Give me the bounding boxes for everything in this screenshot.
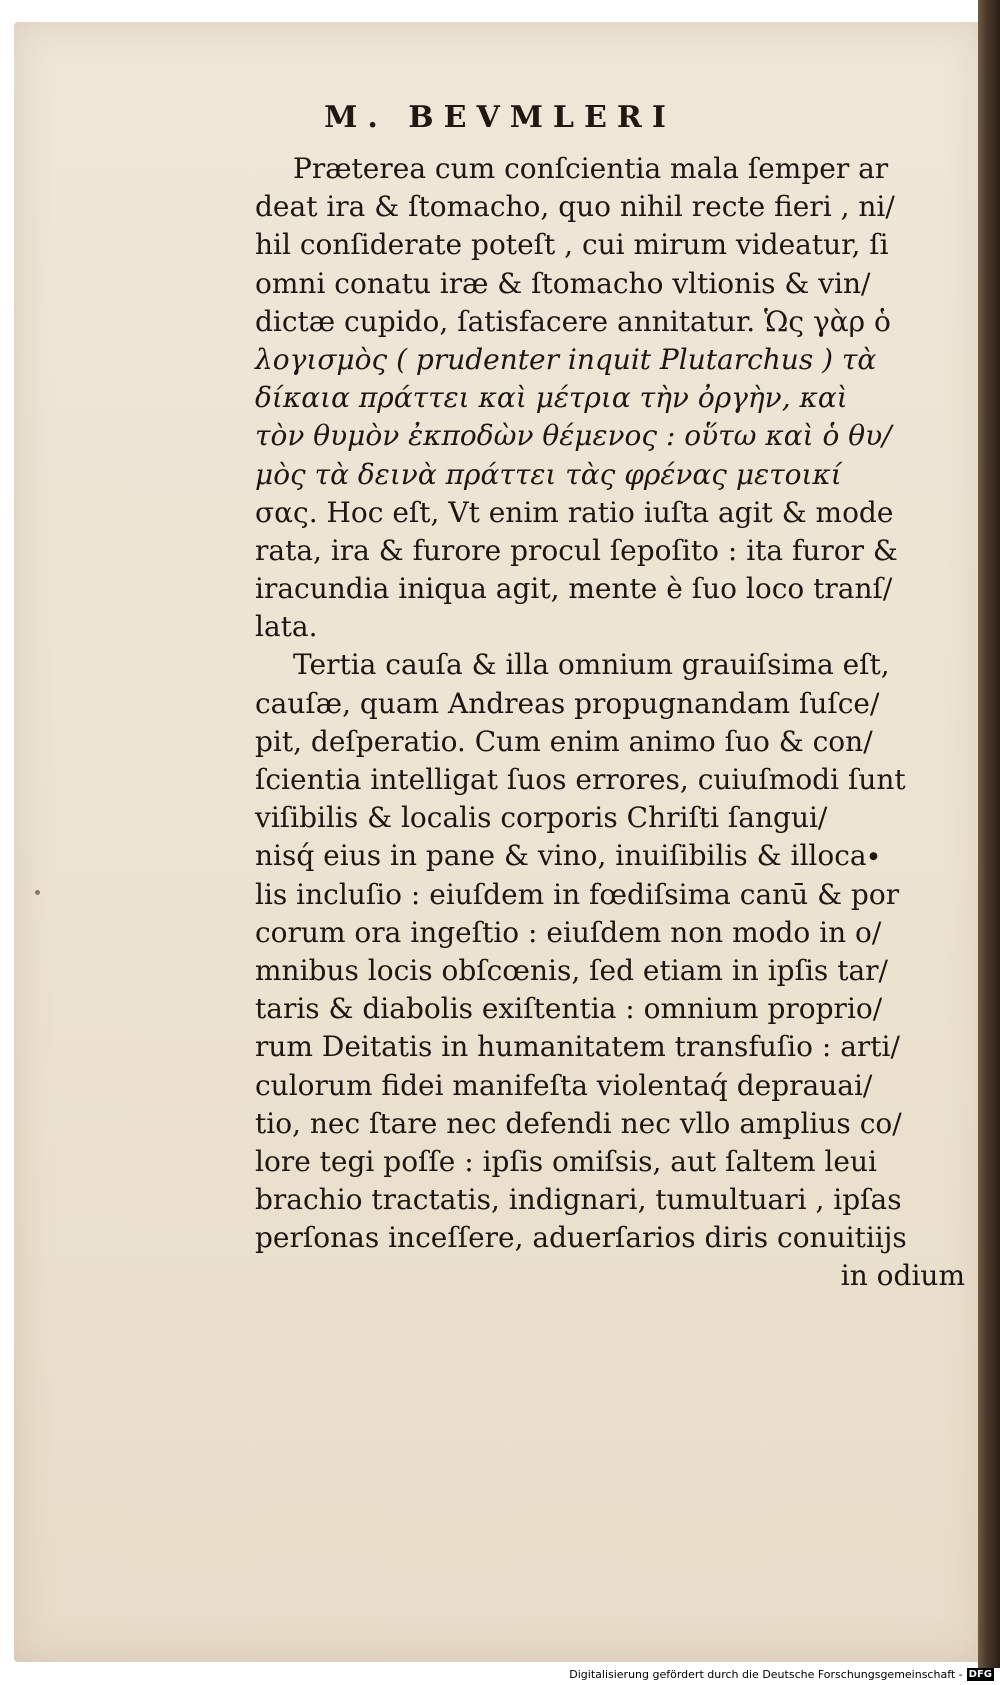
text-line-greek: δίκαια πράττει καὶ μέτρια τὴν ὀργὴν, καὶ	[255, 381, 848, 415]
text-line-greek: τὸν θυμὸν ἐκποδὼν θέμενος : οὕτω καὶ ὁ θυ∕	[255, 419, 892, 453]
text-line: hil conſiderate poteſt , cui mirum videatur, ſi	[255, 228, 889, 262]
text-line: rum Deitatis in humanitatem transfuſio : arti∕	[255, 1030, 900, 1064]
text-line-greek: μὸς τὰ δεινὰ πράττει τὰς φρένας μετοικί	[255, 457, 842, 491]
text-line: ſcientia intelligat ſuos errores, cuiuſmodi ſunt	[255, 763, 906, 796]
text-line: mnibus locis obſcœnis, ſed etiam in ipſis tar∕	[255, 953, 888, 987]
text-line: tio, nec ſtare nec defendi nec vllo amplius co∕	[255, 1106, 902, 1140]
page-body-text	[255, 150, 965, 1296]
text-line: Tertia cauſa & illa omnium grauiſsima eſt,	[293, 648, 890, 682]
catchword: in odium	[840, 1259, 965, 1293]
text-line: corum ora ingeſtio : eiuſdem non modo in o∕	[255, 915, 882, 949]
text-line: taris & diabolis exiſtentia : omnium proprio∕	[255, 992, 883, 1026]
text-line: nisq́ eius in pane & vino, inuiſibilis & illoca∙	[255, 839, 881, 873]
text-line: rata, ira & furore procul ſepoſito : ita furor &	[255, 533, 898, 567]
text-line: lore tegi poſſe : ipſis omiſsis, aut ſaltem leui	[255, 1144, 877, 1178]
text-line: culorum fidei manifeſta violentaq́ deprauai∕	[255, 1068, 873, 1102]
text-line: lis incluſio : eiuſdem in fœdiſsima canū & por	[255, 877, 900, 911]
dfg-logo: DFG	[968, 1668, 992, 1680]
text-line: omni conatu iræ & ſtomacho vltionis & vin∕	[255, 266, 871, 300]
text-line: dictæ cupido, ſatisfacere annitatur. Ὡς γὰρ ὁ	[255, 304, 891, 338]
digitization-credit	[569, 1667, 994, 1681]
text-line: cauſæ, quam Andreas propugnandam ſuſce∕	[255, 686, 880, 720]
book-binding-edge	[978, 0, 1000, 1668]
text-line: iracundia iniqua agit, mente è ſuo loco tranſ∕	[255, 572, 893, 606]
scan-left-margin	[0, 0, 14, 1668]
margin-speck	[35, 890, 40, 895]
text-line: Præterea cum conſcientia mala ſemper ar	[293, 152, 889, 185]
credit-text: Digitalisierung gefördert durch die Deutsche Forschungsgemeinschaft -	[569, 1667, 963, 1681]
text-line: σας. Hoc eſt, Vt enim ratio iuſta agit & mode	[255, 495, 894, 529]
running-head: M. BEVMLERI	[324, 100, 676, 135]
text-line: brachio tractatis, indignari, tumultuari , ipſas	[255, 1183, 902, 1217]
text-line: deat ira & ſtomacho, quo nihil recte fieri , ni∕	[255, 190, 895, 224]
text-line: viſibilis & localis corporis Chriſti ſangui∕	[255, 801, 828, 835]
text-line: perſonas inceſſere, aduerſarios diris conuitiijs	[255, 1221, 907, 1255]
text-line-greek: λογισμὸς ( prudenter inquit Plutarchus ) τὰ	[255, 342, 877, 376]
text-line: lata.	[255, 610, 318, 644]
text-line: pit, deſperatio. Cum enim animo ſuo & con∕	[255, 724, 873, 758]
